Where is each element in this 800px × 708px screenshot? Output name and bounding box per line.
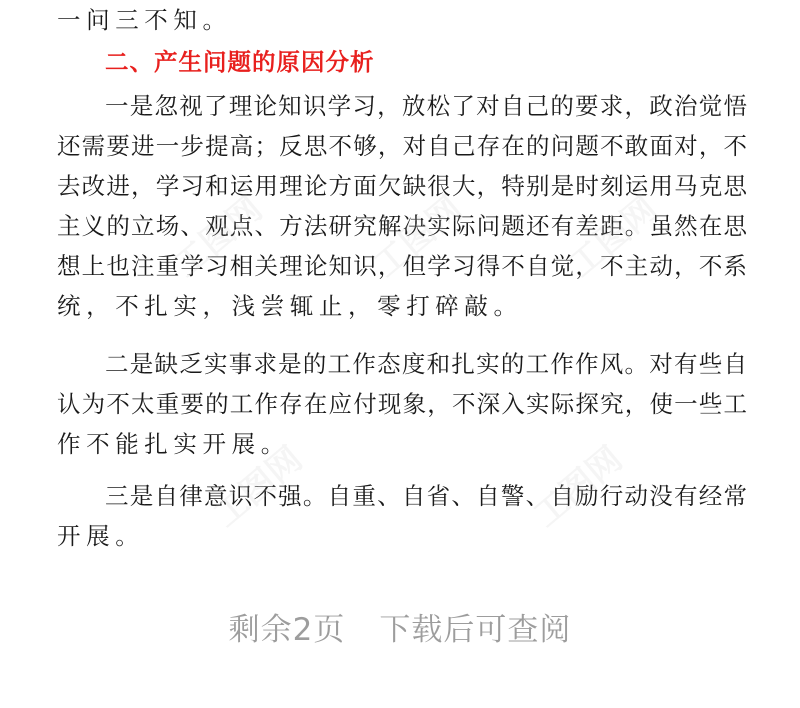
watermark: 工图网 xyxy=(561,189,666,286)
paragraph-line: 作不能扎实开展。 xyxy=(57,430,290,458)
download-hint-text: 下载后可查阅 xyxy=(379,612,572,648)
watermark: 工图网 xyxy=(166,189,271,286)
paragraph-line: 一是忽视了理论知识学习，放松了对自己的要求，政治觉悟 xyxy=(105,92,747,120)
paragraph-line-continuation: 一问三不知。 xyxy=(57,6,232,34)
paragraph-line: 主义的立场、观点、方法研究解决实际问题还有差距。虽然在思 xyxy=(57,212,747,240)
paragraph-line: 统，不扎实，浅尝辄止，零打碎敲。 xyxy=(57,292,523,320)
section-heading: 二、产生问题的原因分析 xyxy=(105,48,375,76)
paragraph-line: 还需要进一步提高；反思不够，对自己存在的问题不敢面对，不 xyxy=(57,132,747,160)
paragraph-line: 二是缺乏实事求是的工作态度和扎实的工作作风。对有些自 xyxy=(105,350,747,378)
watermark: 工图网 xyxy=(526,439,631,536)
watermark: 工图网 xyxy=(366,189,471,286)
paragraph-line: 想上也注重学习相关理论知识，但学习得不自觉，不主动，不系 xyxy=(57,252,747,280)
paragraph-line: 认为不太重要的工作存在应付现象，不深入实际探究，使一些工 xyxy=(57,390,747,418)
paragraph-line: 开展。 xyxy=(57,522,145,550)
paragraph-line: 三是自律意识不强。自重、自省、自警、自励行动没有经常 xyxy=(105,482,747,510)
download-notice[interactable] xyxy=(0,605,800,655)
remaining-pages-text: 剩余2页 xyxy=(228,612,346,648)
watermark: 工图网 xyxy=(206,439,311,536)
paragraph-line: 去改进，学习和运用理论方面欠缺很大，特别是时刻运用马克思 xyxy=(57,172,747,200)
